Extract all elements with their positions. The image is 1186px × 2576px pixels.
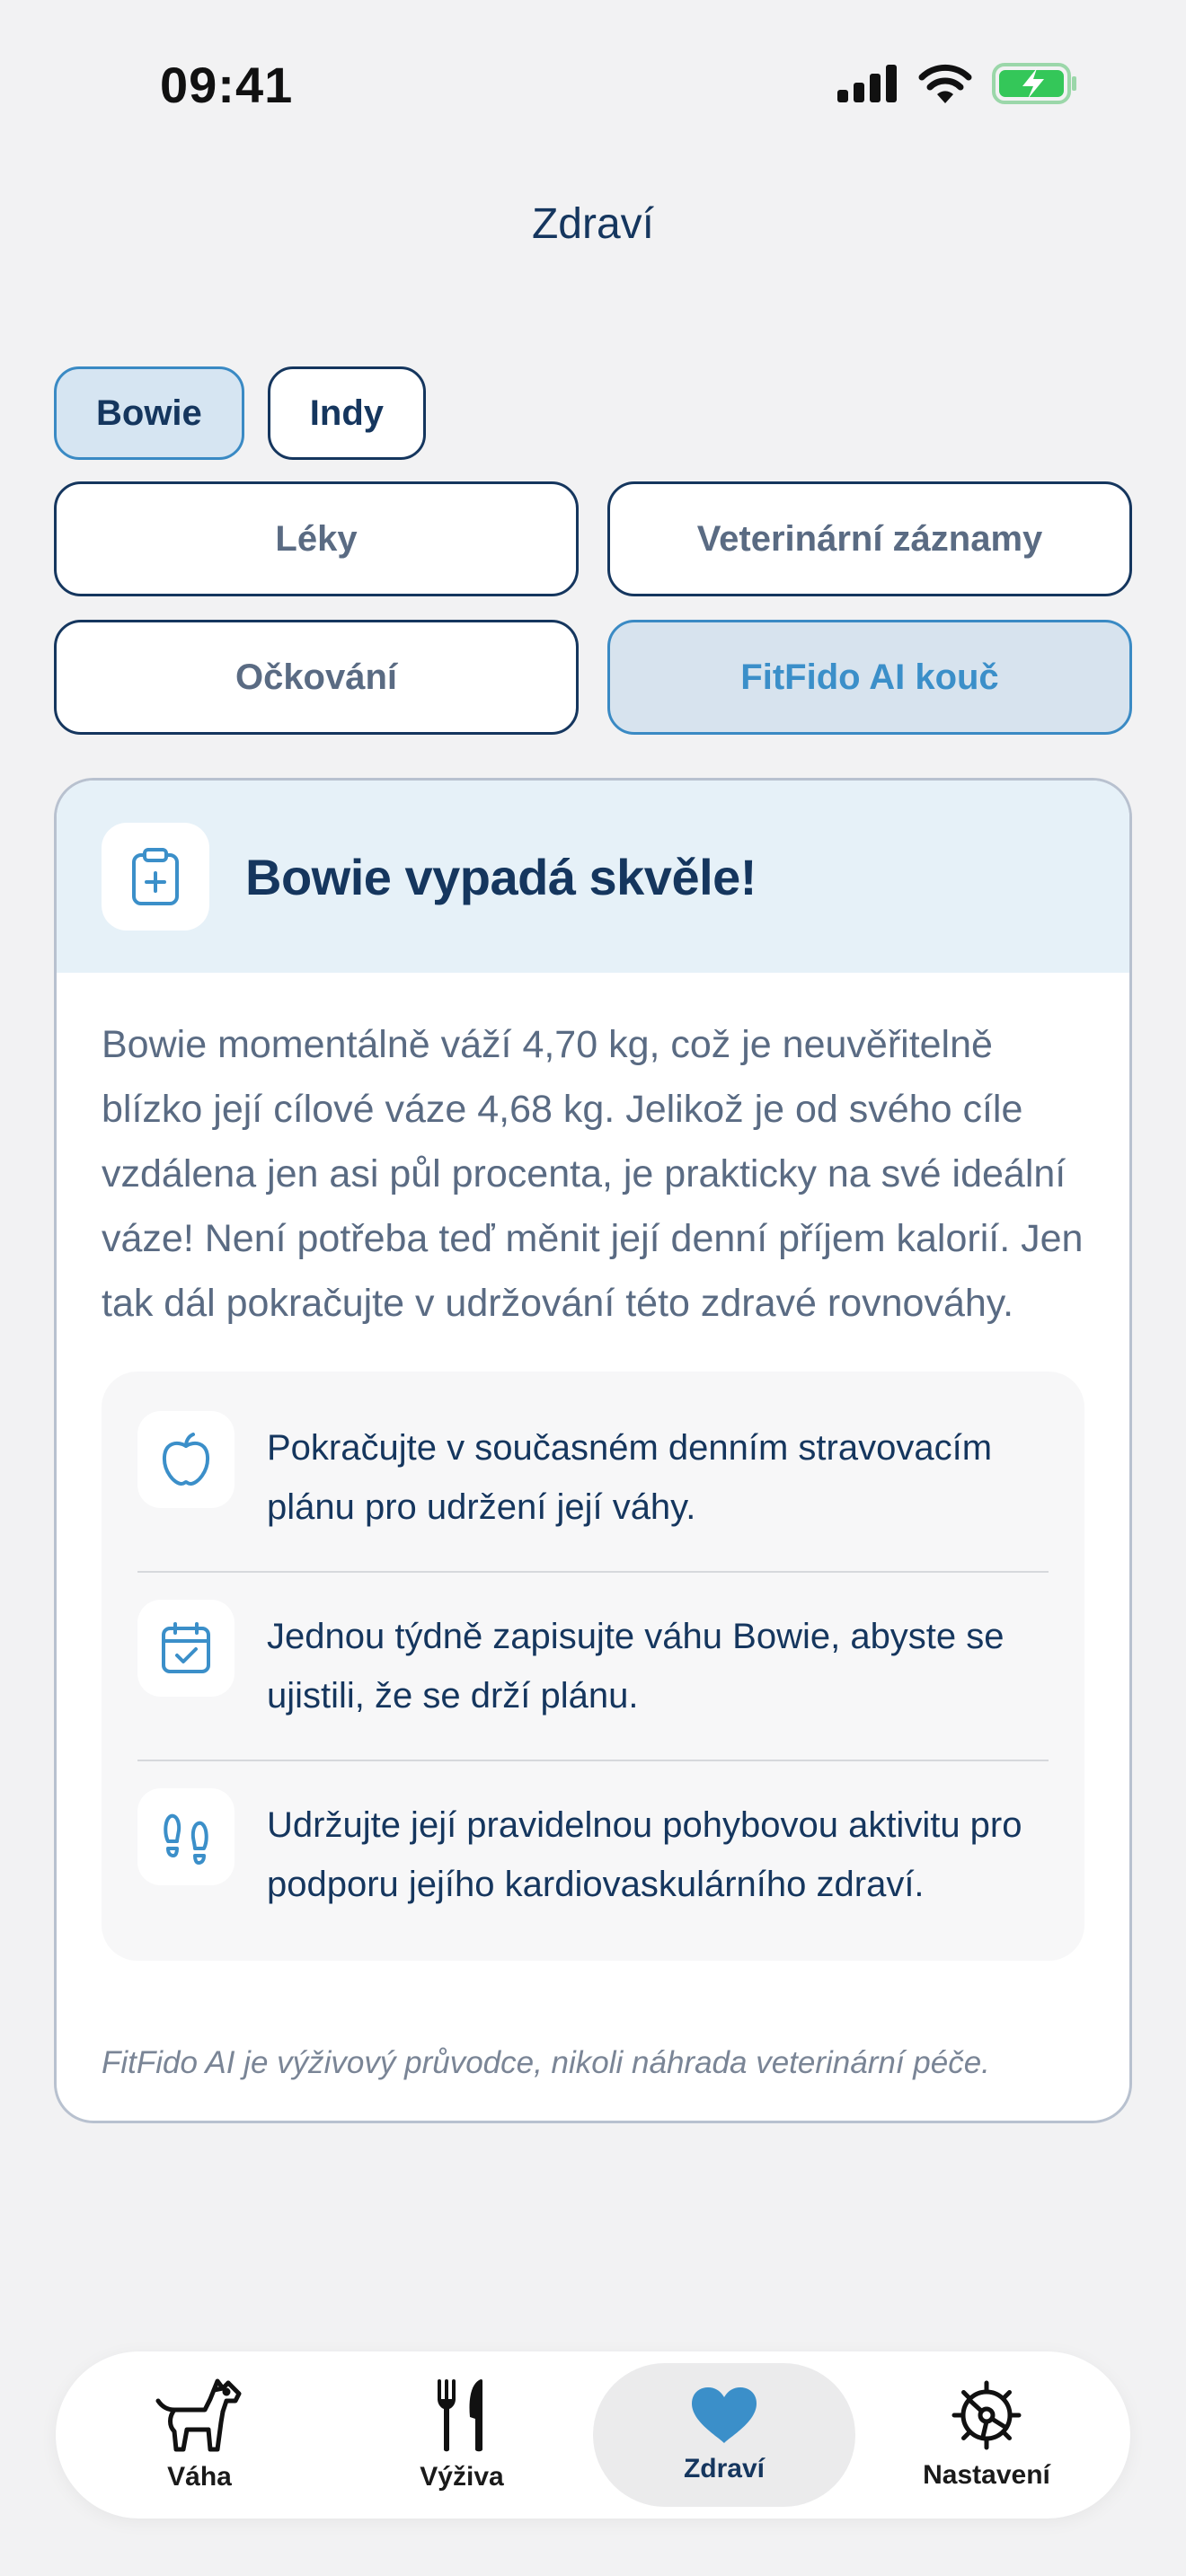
dog-chip-indy[interactable]: Indy bbox=[268, 366, 426, 460]
fork-knife-icon bbox=[434, 2378, 490, 2453]
apple-icon bbox=[137, 1411, 235, 1508]
ai-coach-card bbox=[54, 778, 1132, 2123]
gear-icon bbox=[951, 2379, 1022, 2451]
tab-ai-coach[interactable]: FitFido AI kouč bbox=[607, 620, 1132, 735]
tab-vet-records[interactable]: Veterinární záznamy bbox=[607, 481, 1132, 596]
ai-disclaimer: FitFido AI je výživový průvodce, nikoli náhrada veterinární péče. bbox=[102, 2045, 990, 2080]
tabbar-settings-label: Nastavení bbox=[923, 2460, 1050, 2490]
page-title: Zdraví bbox=[531, 200, 655, 248]
wifi-icon bbox=[918, 64, 972, 103]
tabbar-nutrition-label: Výživa bbox=[420, 2462, 504, 2492]
dog-icon bbox=[155, 2378, 244, 2453]
list-item bbox=[137, 1384, 1049, 1571]
cellular-signal-icon bbox=[837, 65, 898, 102]
tip-text: Pokračujte v současném denním stravovacím plánu pro udržení její váhy. bbox=[267, 1428, 993, 1527]
list-item bbox=[137, 1760, 1049, 1948]
tabbar-nutrition[interactable] bbox=[331, 2363, 593, 2507]
tabbar-health-label: Zdraví bbox=[683, 2454, 766, 2483]
list-item bbox=[137, 1571, 1049, 1760]
tips-list bbox=[102, 1372, 1084, 1961]
bottom-tab-bar bbox=[56, 2351, 1130, 2519]
tabbar-settings[interactable] bbox=[855, 2363, 1118, 2507]
ai-card-header bbox=[57, 781, 1129, 973]
tip-text: Udržujte její pravidelnou pohybovou aktivitu pro podporu jejího kardiovaskulárního zdraví. bbox=[267, 1805, 1022, 1904]
tab-vaccinations[interactable]: Očkování bbox=[54, 620, 579, 735]
tabbar-weight[interactable] bbox=[68, 2363, 331, 2507]
dog-chip-bowie[interactable]: Bowie bbox=[54, 366, 244, 460]
footprints-icon bbox=[137, 1788, 235, 1885]
heart-icon bbox=[690, 2386, 758, 2445]
tabbar-health[interactable] bbox=[593, 2363, 855, 2507]
clipboard-plus-icon bbox=[102, 823, 209, 931]
ai-card-body: Bowie momentálně váží 4,70 kg, což je neuvěřitelně blízko její cílové váze 4,68 kg. Jelikož je od svého cíle vzdálena jen asi půl procenta, je prakticky na své ideální váze! Není potřeba teď měnit její denní příjem kalorií. Jen tak dál pokračujte v udržování této zdravé rovnováhy. bbox=[102, 1023, 1084, 1325]
ai-card-title: Bowie vypadá skvěle! bbox=[245, 848, 757, 905]
status-time: 09:41 bbox=[160, 57, 294, 113]
tip-text: Jednou týdně zapisujte váhu Bowie, abyste se ujistili, že se drží plánu. bbox=[267, 1617, 1005, 1716]
tabbar-weight-label: Váha bbox=[167, 2462, 232, 2492]
calendar-check-icon bbox=[137, 1600, 235, 1697]
dog-selector bbox=[54, 366, 426, 460]
tab-medications[interactable]: Léky bbox=[54, 481, 579, 596]
status-icons bbox=[837, 63, 1078, 104]
battery-charging-icon bbox=[992, 63, 1078, 104]
